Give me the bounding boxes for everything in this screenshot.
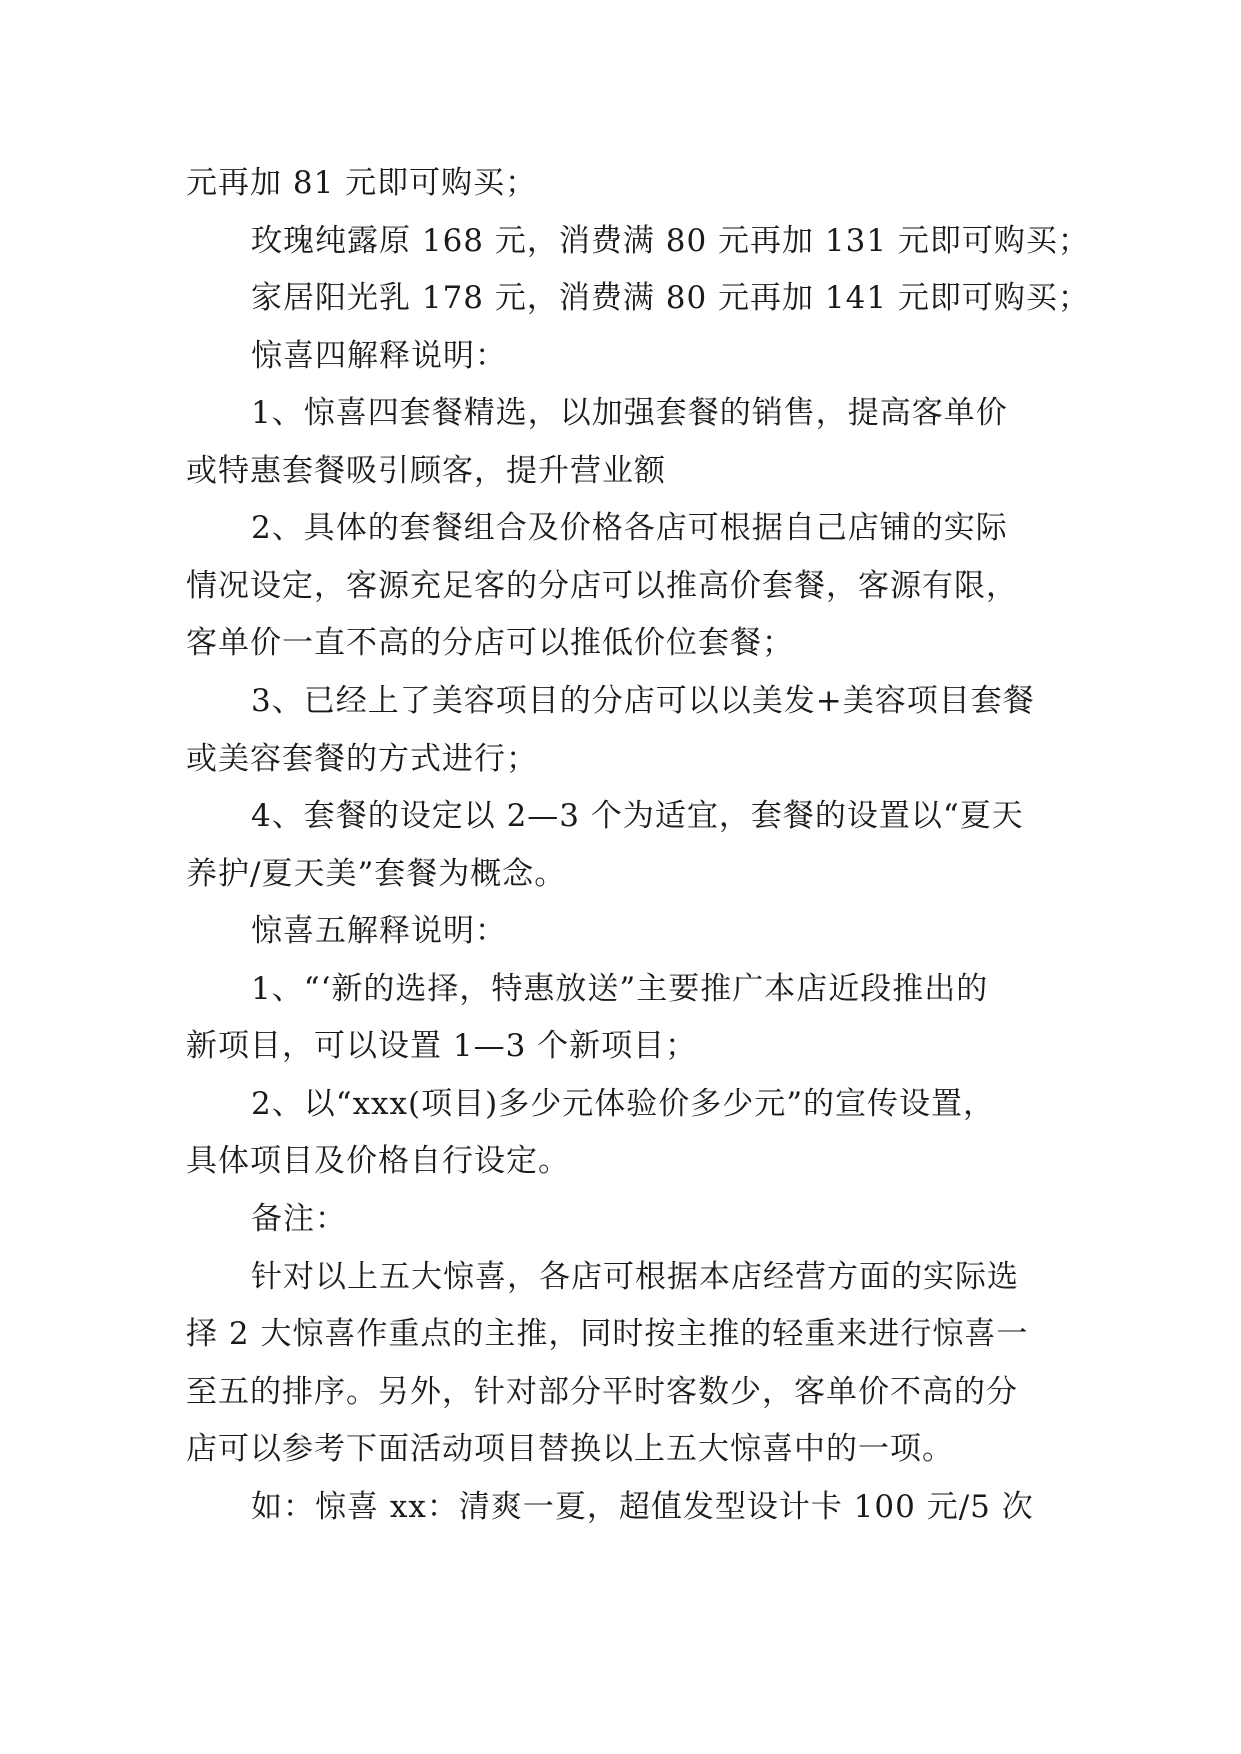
text-line: 1、惊喜四套餐精选，以加强套餐的销售，提高客单价 — [251, 395, 1008, 431]
text-line: 2、具体的套餐组合及价格各店可根据自己店铺的实际 — [251, 510, 1008, 546]
text-line: 店可以参考下面活动项目替换以上五大惊喜中的一项。 — [186, 1431, 954, 1467]
text-line: 新项目，可以设置 1—3 个新项目； — [186, 1028, 698, 1064]
text-line: 情况设定，客源充足客的分店可以推高价套餐，客源有限， — [186, 568, 1018, 604]
text-line: 玫瑰纯露原 168 元，消费满 80 元再加 131 元即可购买； — [251, 223, 1090, 259]
text-line: 具体项目及价格自行设定。 — [186, 1143, 570, 1179]
text-line: 1、“‘新的选择，特惠放送”主要推广本店近段推出的 — [251, 971, 989, 1007]
text-line: 择 2 大惊喜作重点的主推，同时按主推的轻重来进行惊喜一 — [186, 1316, 1029, 1352]
text-line: 针对以上五大惊喜，各店可根据本店经营方面的实际选 — [251, 1259, 1019, 1295]
text-line: 家居阳光乳 178 元，消费满 80 元再加 141 元即可购买； — [251, 280, 1090, 316]
text-line: 养护/夏天美”套餐为概念。 — [186, 856, 567, 892]
text-line: 2、以“xxx(项目)多少元体验价多少元”的宣传设置， — [251, 1086, 996, 1122]
text-line: 如：惊喜 xx：清爽一夏，超值发型设计卡 100 元/5 次 — [251, 1489, 1034, 1525]
text-line: 至五的排序。另外，针对部分平时客数少，客单价不高的分 — [186, 1374, 1018, 1410]
section-heading: 备注： — [251, 1201, 347, 1237]
text-line: 元再加 81 元即可购买； — [186, 165, 538, 201]
text-line: 3、已经上了美容项目的分店可以以美发+美容项目套餐 — [251, 683, 1035, 719]
text-line: 4、套餐的设定以 2—3 个为适宜，套餐的设置以“夏天 — [251, 798, 1024, 834]
section-heading: 惊喜五解释说明： — [251, 913, 507, 949]
section-heading: 惊喜四解释说明： — [251, 338, 507, 374]
text-line: 或特惠套餐吸引顾客，提升营业额 — [186, 453, 666, 489]
text-line: 或美容套餐的方式进行； — [186, 741, 538, 777]
text-line: 客单价一直不高的分店可以推低价位套餐； — [186, 625, 794, 661]
